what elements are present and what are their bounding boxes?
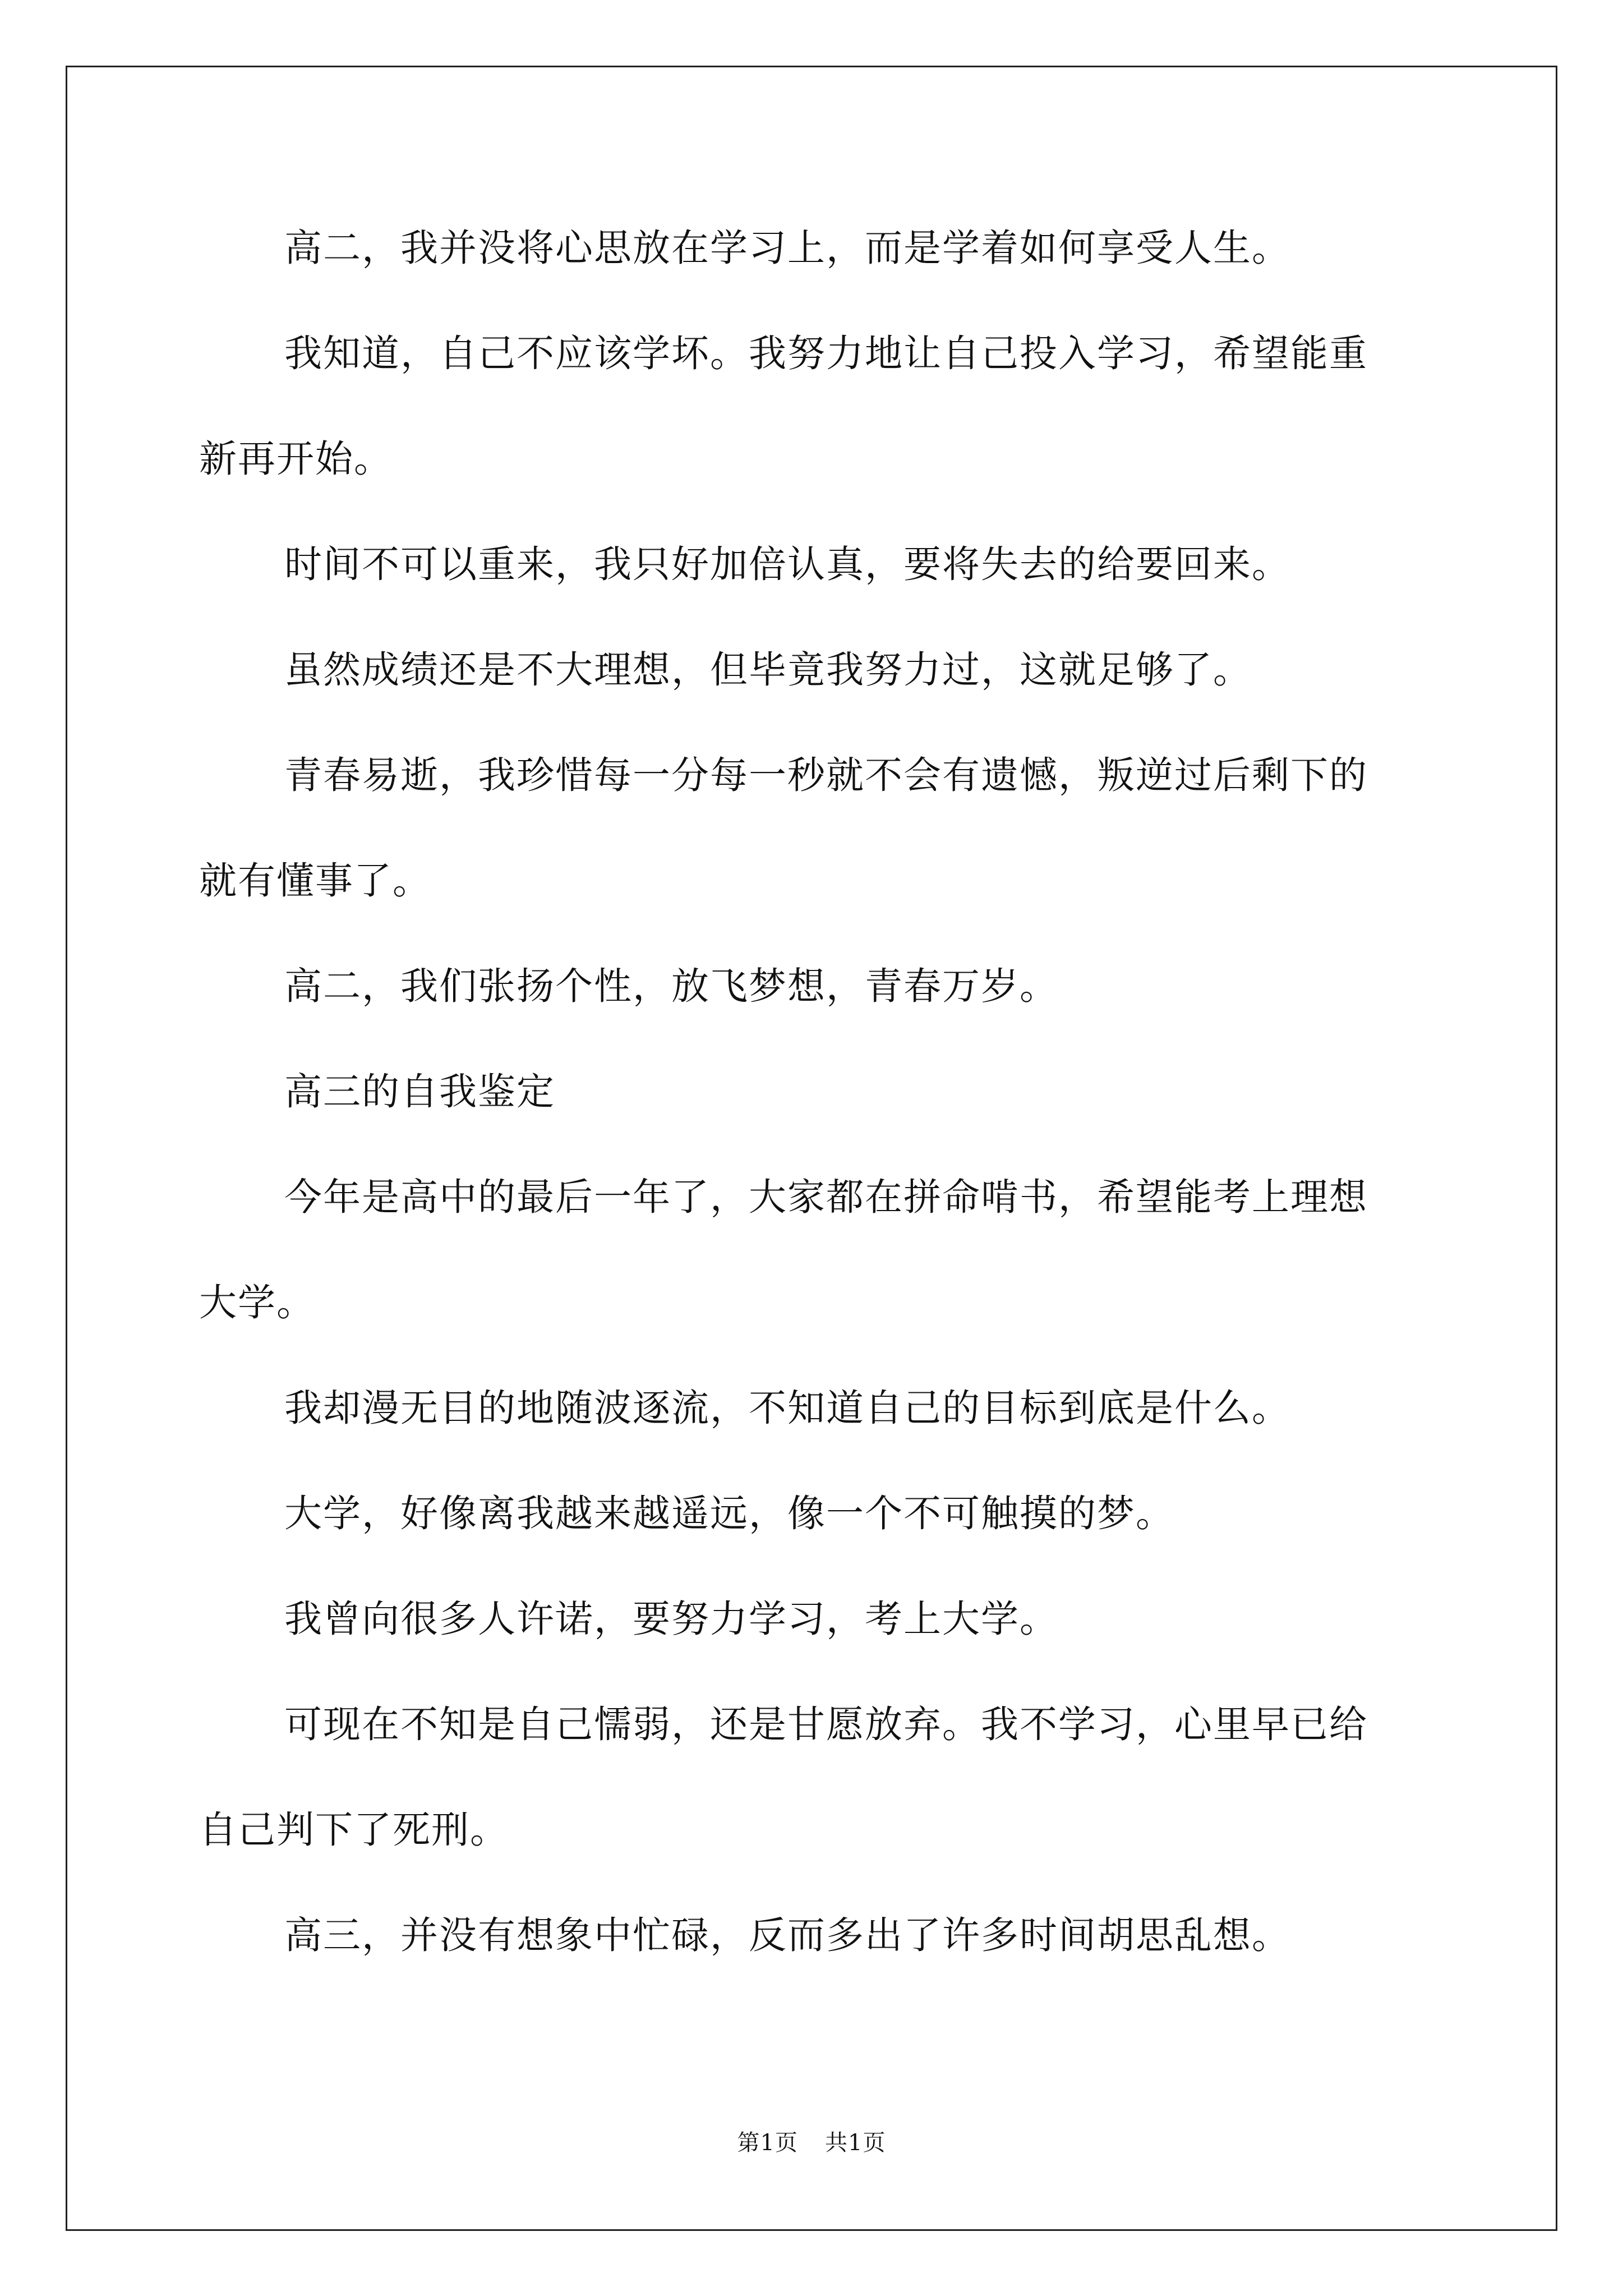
paragraph: 可现在不知是自己懦弱，还是甘愿放弃。我不学习，心里早已给 自己判下了死刑。 [199, 1703, 1368, 1852]
section-heading: 高三的自我鉴定 [284, 1070, 555, 1114]
paragraph: 虽然成绩还是不大理想，但毕竟我努力过，这就足够了。 [284, 648, 1252, 692]
paragraph: 高二，我并没将心思放在学习上，而是学着如何享受人生。 [284, 226, 1290, 270]
paragraph: 高三，并没有想象中忙碌，反而多出了许多时间胡思乱想。 [284, 1913, 1290, 1957]
paragraph: 时间不可以重来，我只好加倍认真，要将失去的给要回来。 [284, 542, 1290, 586]
paragraph: 今年是高中的最后一年了，大家都在拼命啃书，希望能考上理想 大学。 [199, 1175, 1368, 1324]
paragraph: 我却漫无目的地随波逐流，不知道自己的目标到底是什么。 [284, 1386, 1290, 1430]
page-number-current: 第1页 [737, 2130, 798, 2156]
paragraph: 大学，好像离我越来越遥远，像一个不可触摸的梦。 [284, 1492, 1174, 1535]
page-footer [0, 2129, 1623, 2157]
document-body [199, 222, 1433, 1962]
paragraph: 我知道，自己不应该学坏。我努力地让自己投入学习，希望能重 新再开始。 [199, 332, 1368, 481]
page-number-total: 共1页 [825, 2130, 886, 2156]
paragraph: 我曾向很多人许诺，要努力学习，考上大学。 [284, 1597, 1058, 1641]
paragraph: 青春易逝，我珍惜每一分每一秒就不会有遗憾，叛逆过后剩下的 就有懂事了。 [199, 753, 1368, 903]
paragraph: 高二，我们张扬个性，放飞梦想，青春万岁。 [284, 964, 1058, 1008]
